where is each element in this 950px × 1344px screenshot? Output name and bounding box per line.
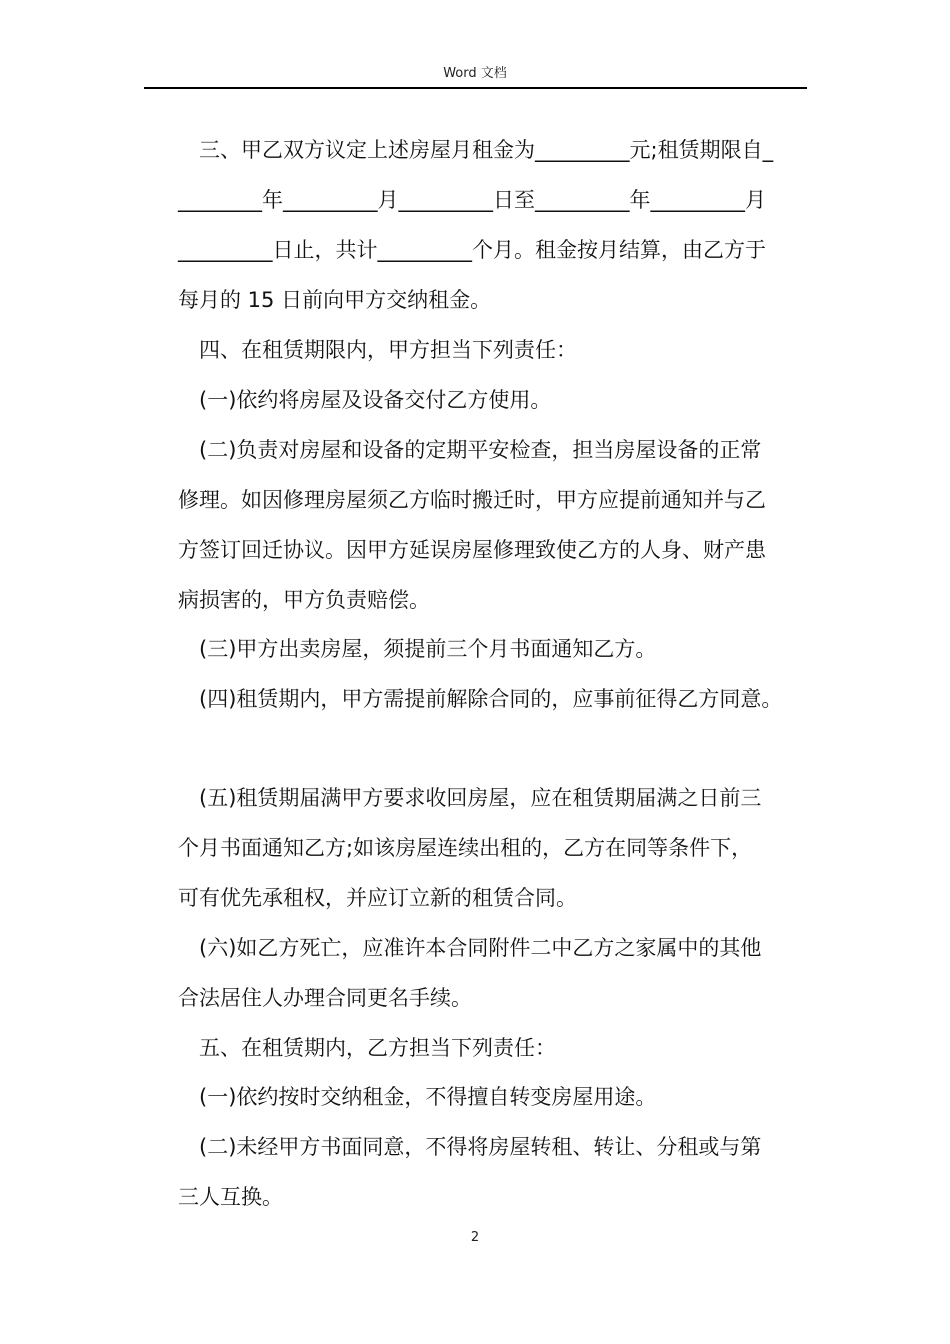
paragraph-line: (二)未经甲方书面同意，不得将房屋转租、转让、分租或与第 (199, 1135, 762, 1159)
paragraph-line: 每月的 15 日前向甲方交纳租金。 (178, 288, 492, 312)
paragraph-line: (四)租赁期内，甲方需提前解除合同的，应事前征得乙方同意。 (199, 687, 783, 711)
paragraph-line: 四、在租赁期限内，甲方担当下列责任： (199, 338, 577, 362)
paragraph-line: 合法居住人办理合同更名手续。 (178, 986, 472, 1010)
paragraph-line: 五、在租赁期内，乙方担当下列责任： (199, 1036, 556, 1060)
paragraph-line: _________日止，共计_________个月。租金按月结算，由乙方于 (178, 238, 766, 262)
paragraph-line: ________年_________月_________日至_________年_________月 (178, 188, 766, 212)
header-divider (144, 87, 807, 89)
paragraph-line: 可有优先承租权，并应订立新的租赁合同。 (178, 886, 577, 910)
paragraph-line: (六)如乙方死亡，应准许本合同附件二中乙方之家属中的其他 (199, 936, 762, 960)
paragraph-line: 修理。如因修理房屋须乙方临时搬迁时，甲方应提前通知并与乙 (178, 488, 766, 512)
paragraph-line: (五)租赁期届满甲方要求收回房屋，应在租赁期届满之日前三 (199, 786, 762, 810)
paragraph-line: 病损害的，甲方负责赔偿。 (178, 588, 430, 612)
header-title: Word 文档 (443, 66, 507, 81)
paragraph-line: 方签订回迁协议。因甲方延误房屋修理致使乙方的人身、财产患 (178, 538, 766, 562)
paragraph-line: (一)依约将房屋及设备交付乙方使用。 (199, 388, 552, 412)
paragraph-line: 个月书面通知乙方;如该房屋连续出租的，乙方在同等条件下， (178, 836, 753, 860)
paragraph-line: (二)负责对房屋和设备的定期平安检查，担当房屋设备的正常 (199, 438, 762, 462)
paragraph-line: 三、甲乙双方议定上述房屋月租金为_________元;租赁期限自_ (199, 138, 774, 162)
paragraph-line: 三人互换。 (178, 1185, 283, 1209)
paragraph-line: (三)甲方出卖房屋，须提前三个月书面通知乙方。 (199, 637, 657, 661)
page-number: 2 (470, 1230, 480, 1245)
paragraph-line: (一)依约按时交纳租金，不得擅自转变房屋用途。 (199, 1085, 657, 1109)
